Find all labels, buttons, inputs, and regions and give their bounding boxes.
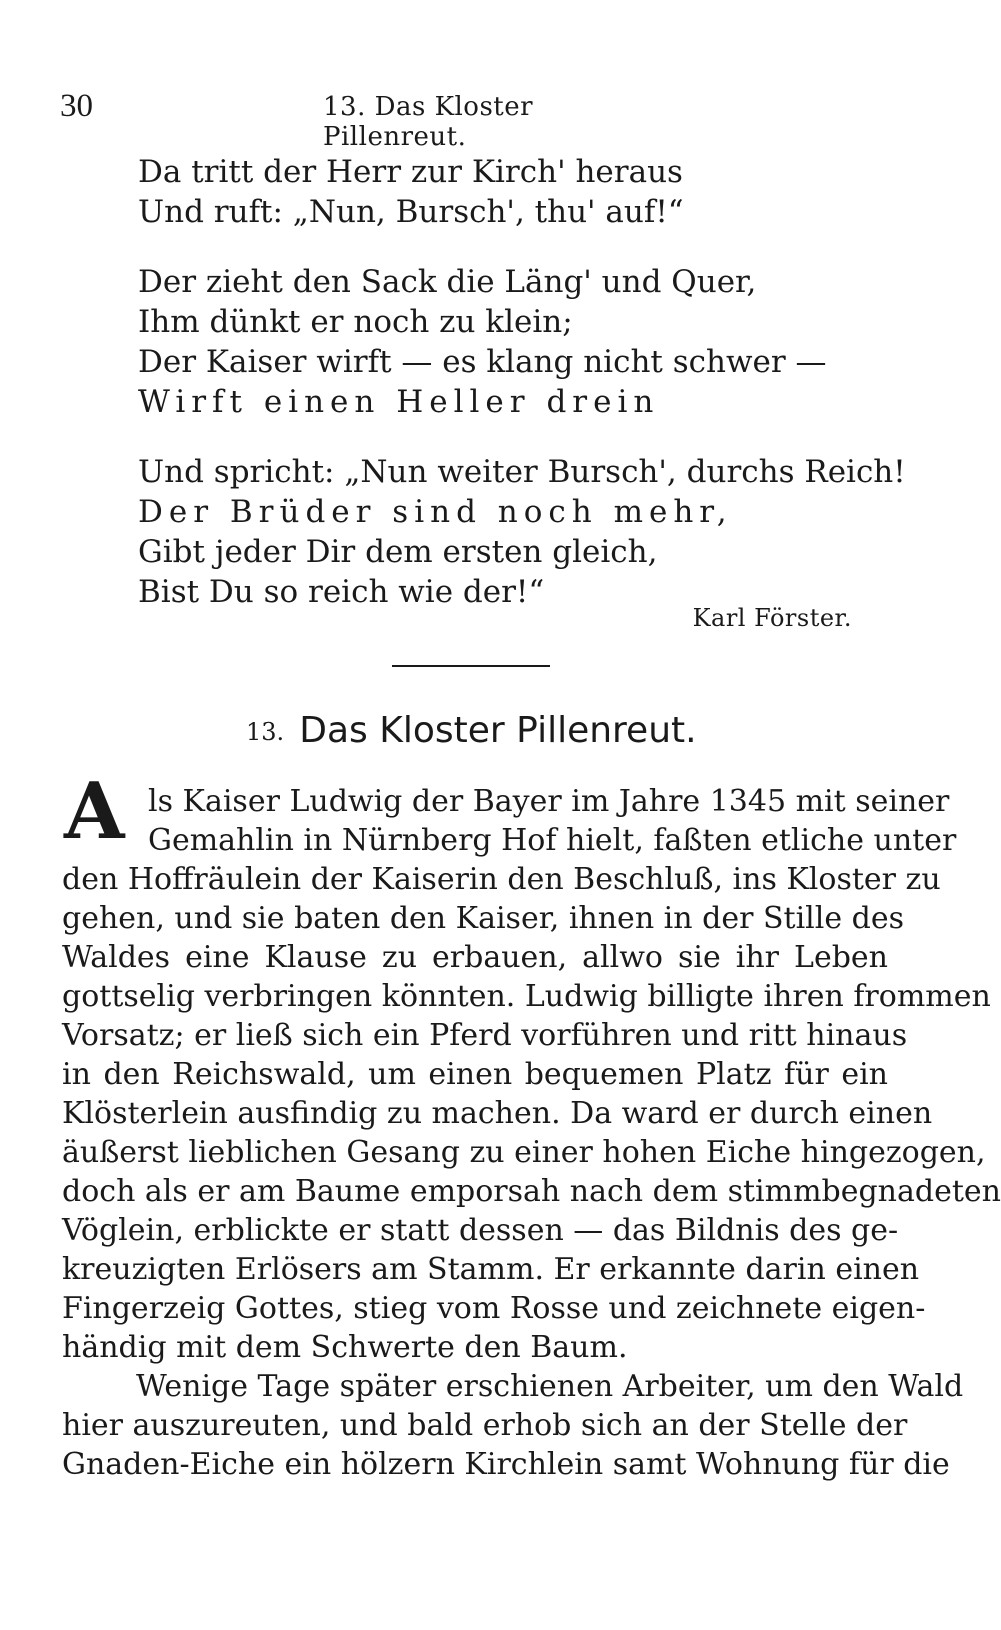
poem-line: Da tritt der Herr zur Kirch' heraus <box>138 154 683 190</box>
poem-line: Der Kaiser wirft — es klang nicht schwer — <box>138 344 827 380</box>
text-line: händig mit dem Schwerte den Baum. <box>62 1330 628 1365</box>
poem-line: Der zieht den Sack die Läng' und Quer, <box>138 264 757 300</box>
section-divider <box>392 665 550 667</box>
poem-stanza <box>138 262 898 422</box>
poem-line: Und ruft: „Nun, Bursch', thu' auf!“ <box>138 194 684 230</box>
text-line: ls Kaiser Ludwig der Bayer im Jahre 1345 mit seiner <box>148 784 950 819</box>
text-line: kreuzigten Erlösers am Stamm. Er erkannte darin einen <box>62 1252 920 1287</box>
text-line: gehen, und sie baten den Kaiser, ihnen in der Stille des <box>62 901 904 936</box>
text-line: Waldes eine Klause zu erbauen, allwo sie ihr Leben <box>62 940 888 975</box>
body-text <box>62 766 1001 1484</box>
text-line: äußerst lieblichen Gesang zu einer hohen Eiche hingezogen, <box>62 1135 986 1170</box>
section-number: 13. <box>246 718 285 746</box>
initial-letter: A <box>64 766 125 857</box>
text-line: Klösterlein ausfindig zu machen. Da ward er durch einen <box>62 1096 933 1131</box>
poem-line: Gibt jeder Dir dem ersten gleich, <box>138 534 658 570</box>
text-line: Gemahlin in Nürnberg Hof hielt, faßten etliche unter <box>148 823 957 858</box>
poem-stanza <box>138 452 906 612</box>
text-line: in den Reichswald, um einen bequemen Platz für ein <box>62 1057 888 1092</box>
poem-line: Wirft einen Heller drein <box>138 384 660 420</box>
poem-line: Der Brüder sind noch mehr, <box>138 494 733 530</box>
text-line: Gnaden-Eiche ein hölzern Kirchlein samt Wohnung für die <box>62 1447 950 1482</box>
page-number: 30 <box>60 88 93 124</box>
poem-stanza <box>138 152 898 232</box>
poem-author: Karl Förster. <box>692 604 852 632</box>
text-line: Fingerzeig Gottes, stieg vom Rosse und zeichnete eigen- <box>62 1291 926 1326</box>
section-title: Das Kloster Pillenreut. <box>299 710 697 751</box>
text-line: Wenige Tage später erschienen Arbeiter, um den Wald <box>136 1369 964 1404</box>
paragraph <box>62 1367 964 1484</box>
text-line: Vöglein, erblickte er statt dessen — das Bildnis des ge- <box>62 1213 899 1248</box>
paragraph <box>62 782 1001 1367</box>
poem-line: Ihm dünkt er noch zu klein; <box>138 304 573 340</box>
decorated-initial <box>62 766 132 857</box>
poem-line: Bist Du so reich wie der!“ <box>138 574 545 610</box>
text-line: doch als er am Baume emporsah nach dem stimmbegnadeten <box>62 1174 1001 1209</box>
section-heading <box>246 710 697 751</box>
text-line: Vorsatz; er ließ sich ein Pferd vorführen und ritt hinaus <box>62 1018 908 1053</box>
running-head <box>60 88 660 152</box>
running-title: 13. Das Kloster Pillenreut. <box>323 92 534 152</box>
poem-line: Und spricht: „Nun weiter Bursch', durchs Reich! <box>138 454 906 490</box>
text-line: hier auszureuten, und bald erhob sich an der Stelle der <box>62 1408 908 1443</box>
text-line: den Hoffräulein der Kaiserin den Beschluß, ins Kloster zu <box>62 862 941 897</box>
text-line: gottselig verbringen könnten. Ludwig billigte ihren frommen <box>62 979 991 1014</box>
